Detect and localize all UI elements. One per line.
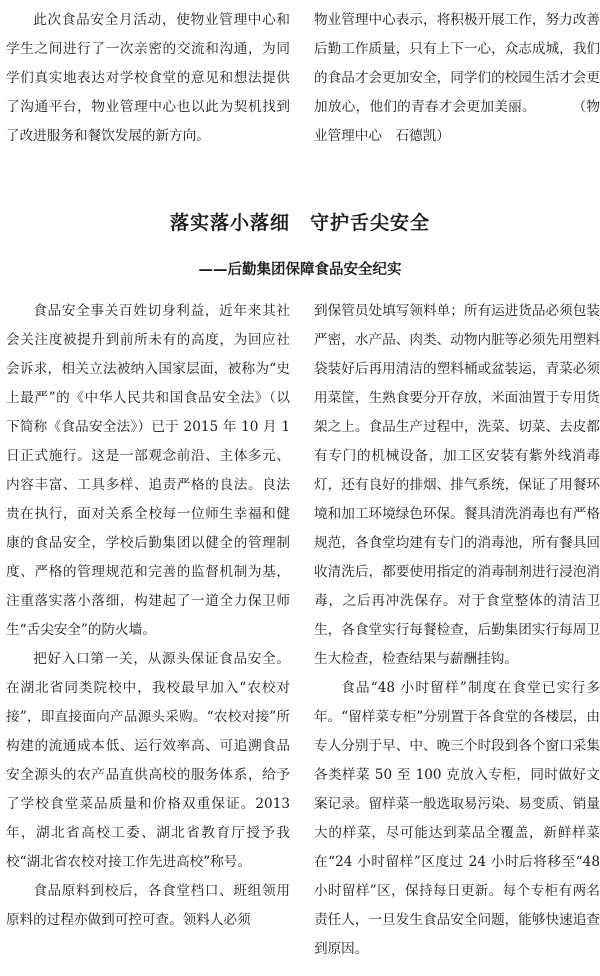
article-left-column <box>6 297 290 935</box>
top-right-column <box>314 6 600 151</box>
paragraph: 此次食品安全月活动，使物业管理中心和学生之间进行了一次亲密的交流和沟通，为同学们真实地表达对学校食堂的意见和想法提供了沟通平台，物业管理中心也以此为契机找到了改进服务和餐饮发展的新方向。 <box>6 12 290 144</box>
paragraph: 食品原料到校后，各食堂档口、班组领用原料的过程亦做到可控可查。领料人必须 <box>6 883 290 928</box>
paragraph: 食品“48 小时留样”制度在食堂已实行多年。“留样菜专柜”分别置于各食堂的各楼层，由专人分别于早、中、晚三个时段到各个窗口采集各类样菜 50 至 100 克放入专柜，同时做好文案记录。留样菜一般选取易污染、易变质、销量大的样菜，尽可能达到菜品全覆盖，新鲜样菜在“24 小时留样”区度过 24 小时后将移至“48 小时留样”区，保持每日更新。每个专柜有两名责任人，一旦发生食品安全问题，能够快速追查到原因。 <box>314 680 600 957</box>
paragraph: 到保管员处填写领料单；所有运进货品必须包装严密，水产品、肉类、动物内脏等必须先用塑料袋装好后再用清洁的塑料桶或盆装运，青菜必须用菜筐，生熟食要分开存放，米面油置于专用货架之上。食品生产过程中，洗菜、切菜、去皮都有专门的机械设备，加工区安装有紫外线消毒灯，还有良好的排烟、排气系统，保证了用餐环境和加工环境绿色环保。餐具清洗消毒也有严格规范，各食堂均建有专门的消毒池，所有餐具回收清洗后，都要使用指定的消毒制剂进行浸泡消毒，之后再冲洗保存。对于食堂整体的清洁卫生，各食堂实行每餐检查，后勤集团实行每周卫生大检查，检查结果与薪酬挂钩。 <box>314 303 600 667</box>
paragraph: 食品安全事关百姓切身利益，近年来其社会关注度被提升到前所未有的高度，为回应社会诉求，相关立法被纳入国家层面，被称为“史上最严”的《中华人民共和国食品安全法》（以下简称《食品安全法》）已于 2015 年 10 月 1 日正式施行。这是一部观念前沿、主体多元、内容丰富、工具多样、追责严格的良法。良法贵在执行，面对关系全校每一位师生幸福和健康的食品安全，学校后勤集团以健全的管理制度、严格的管理规范和完善的监督机制为基，注重落实落小落细，构建起了一道全力保卫师生“舌尖安全”的防火墙。 <box>6 303 290 638</box>
article-subtitle: ——后勤集团保障食品安全纪实 <box>198 262 402 278</box>
article-title: 落实落小落细 守护舌尖安全 <box>169 212 430 234</box>
paragraph: 把好入口第一关，从源头保证食品安全。在湖北省同类院校中，我校最早加入“农校对接”，即直接面向产品源头采购。“农校对接”所构建的流通成本低、运行效率高、可追溯食品安全源头的农产品直供高校的服务体系，给予了学校食堂菜品质量和价格双重保证。2013 年，湖北省高校工委、湖北省教育厅授予我校“湖北省农校对接工作先进高校”称号。 <box>6 651 290 870</box>
article-right-column <box>314 297 600 964</box>
paragraph-text: 物业管理中心表示，将积极开展工作，努力改善后勤工作质量，只有上下一心，众志成城，我们的食品才会更加安全，同学们的校园生活才会更加放心，他们的青春才会更加美丽。 <box>314 12 600 115</box>
author-signature: （物业管理中心 石德凯） <box>314 99 600 144</box>
paragraph <box>314 6 600 151</box>
top-left-column <box>6 6 290 151</box>
